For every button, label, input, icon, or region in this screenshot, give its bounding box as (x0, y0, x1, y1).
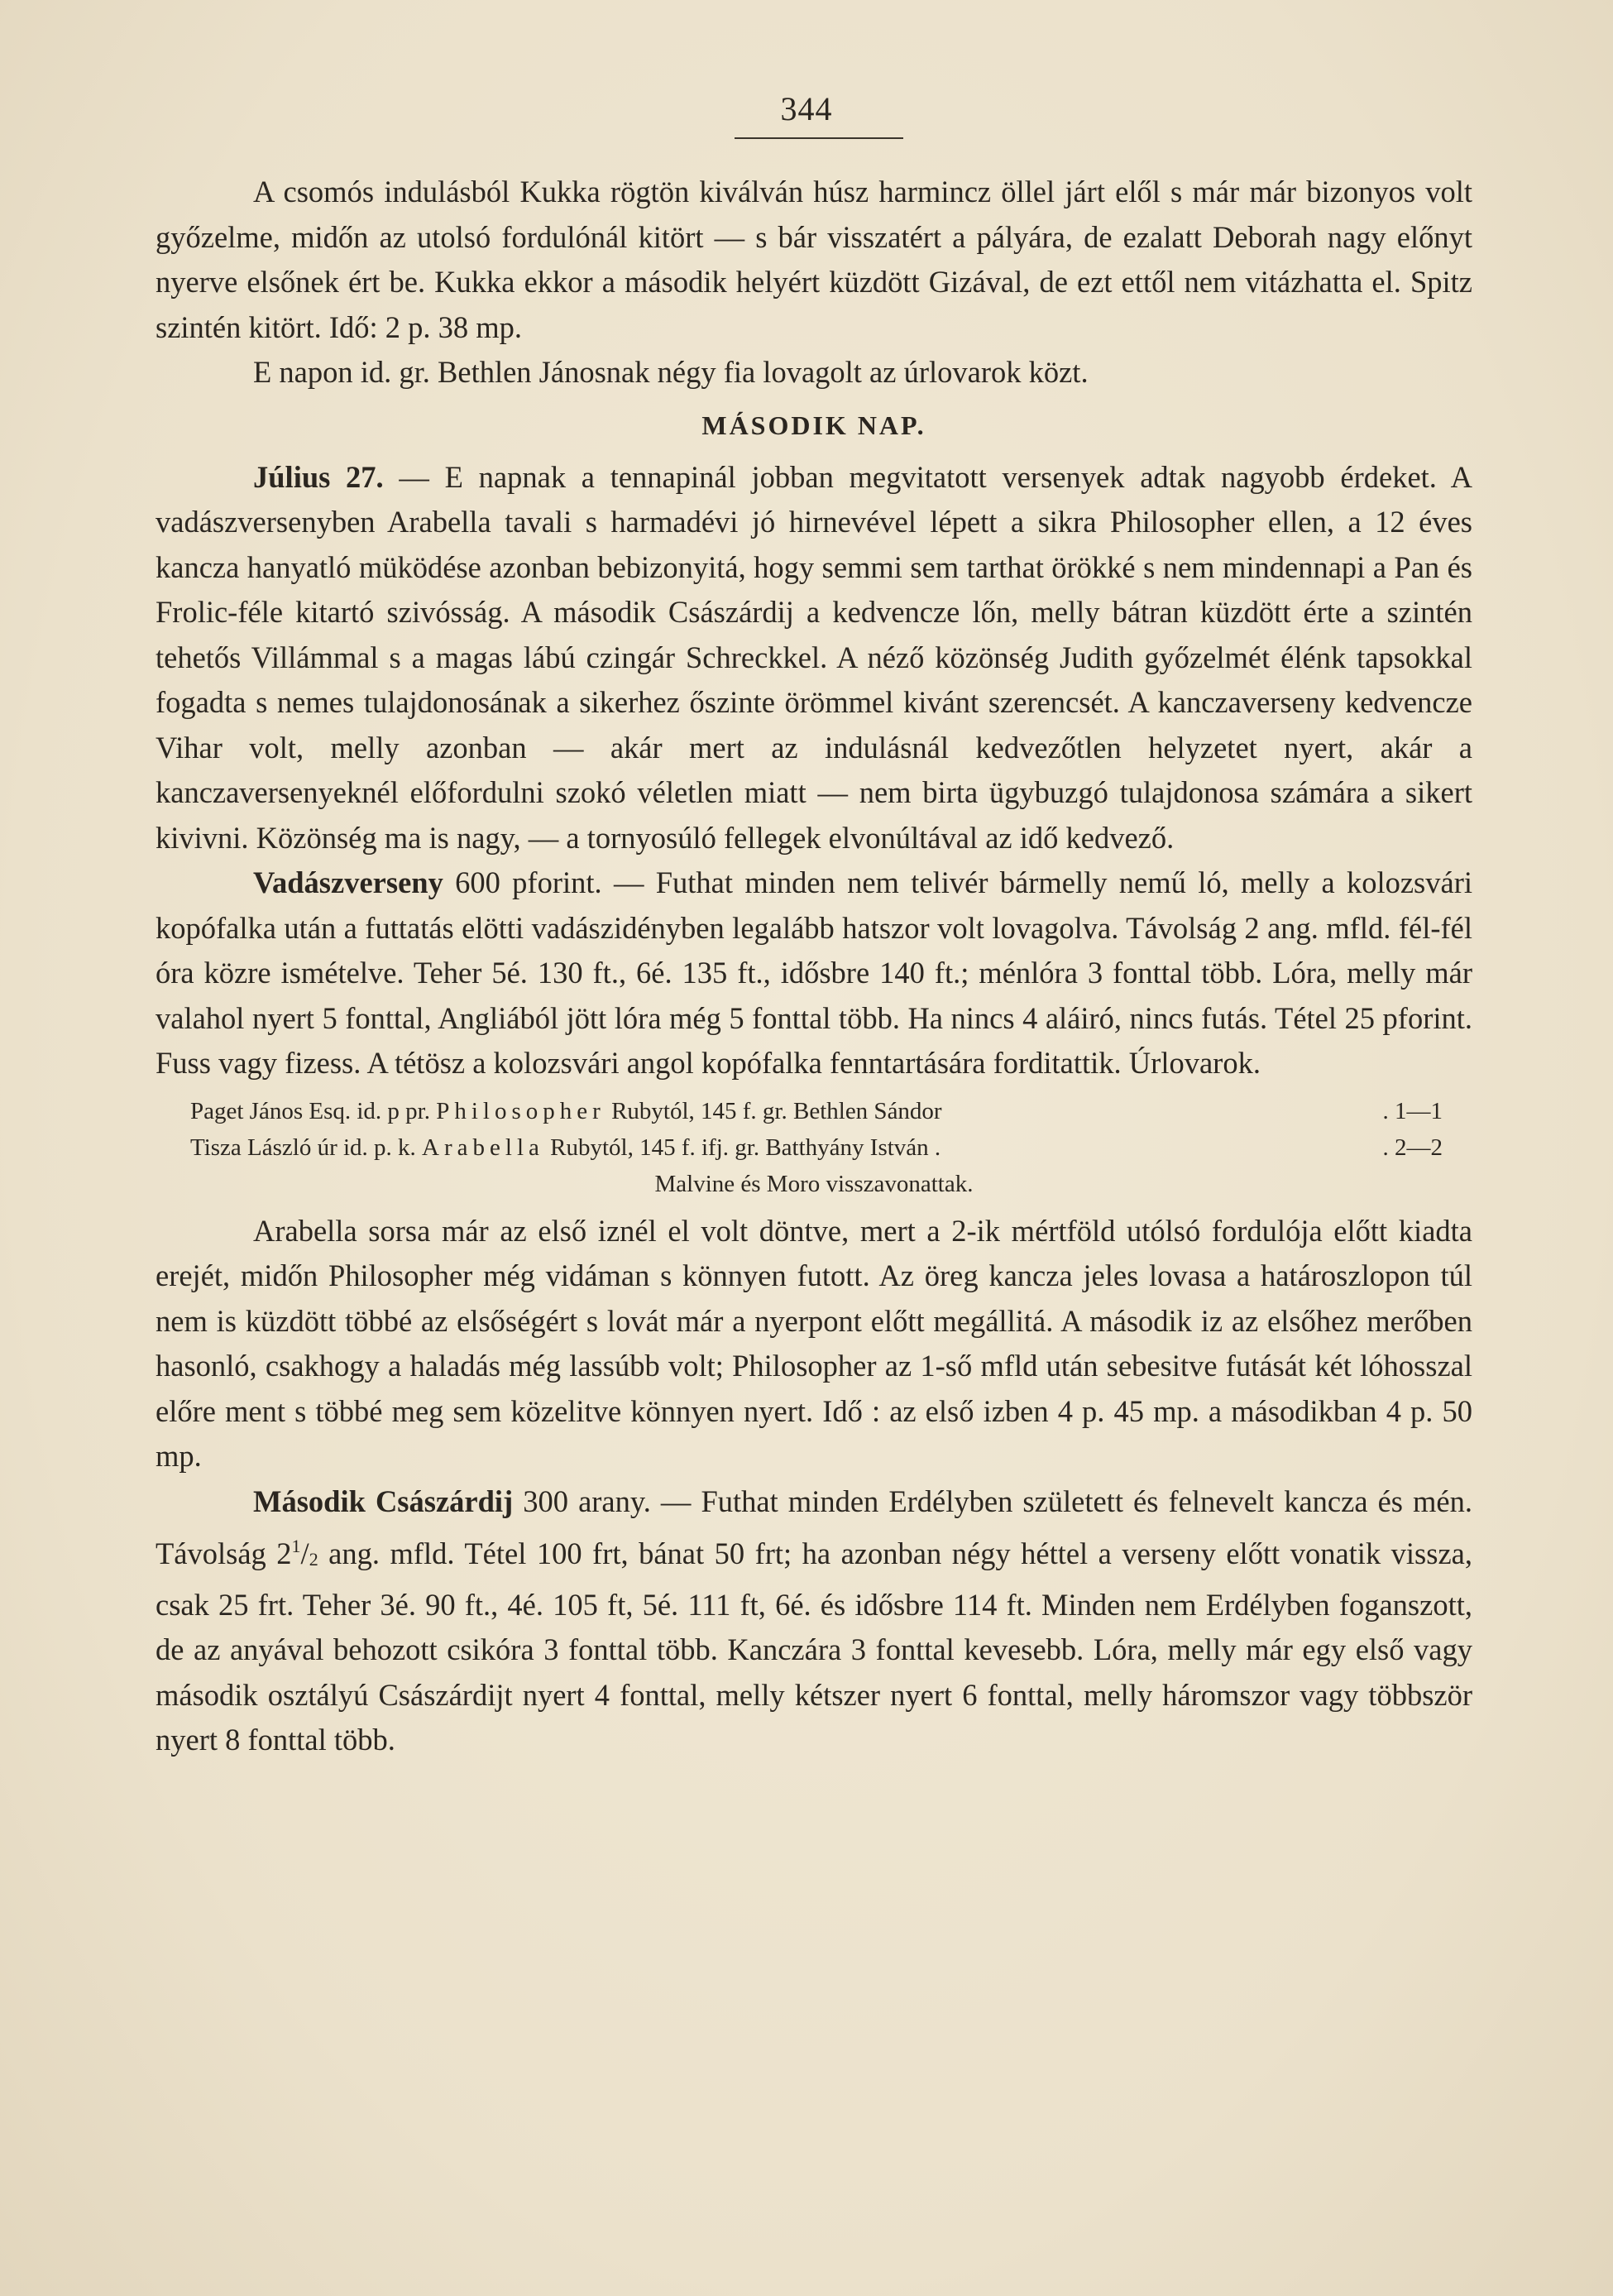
result-desc: Rubytól, 145 f. gr. Bethlen Sándor (611, 1097, 942, 1124)
result-desc: Rubytól, 145 f. ifj. gr. Batthyány István . (550, 1134, 941, 1161)
result-placing: . 1—1 (1382, 1097, 1443, 1124)
emperor-prize-text-b: ang. mfld. Tétel 100 frt, bánat 50 frt; ha azonban négy héttel a verseny előtt vonatik vissza, csak 25 frt. Teher 3é. 90 ft., 4é. 105 ft, 5é. 111 ft, 6é. és idősbre 114 ft. Minden nem Erdélyben foganszott, de az anyával behozott csikóra 3 fonttal több. Kanczára 3 fonttal kevesebb. Lóra, melly már egy első vagy második osztályú Császárdijt nyert 4 fonttal, melly kétszer nyert 6 fonttal, melly háromszor vagy többször nyert 8 fonttal több. (156, 1536, 1472, 1757)
result-placing: . 2—2 (1382, 1134, 1443, 1161)
result-row (156, 1093, 1472, 1129)
result-row (156, 1129, 1472, 1166)
race-title-hunting: Vadászverseny (253, 865, 443, 899)
paragraph-emperor-prize: Második Császárdij 300 arany. — Futhat minden Erdélyben született és felnevelt kancza és mén. Távolság $2^1/_2$ ang. mfld. Tétel 100 frt, bánat 50 frt; ha azonban négy héttel a verseny előtt vonatik vissza, csak 25 frt. Teher 3é. 90 ft., 4é. 105 ft, 5é. 111 ft, 6é. és idősbre 114 ft. Minden nem Erdélyben foganszott, de az anyával behozott csikóra 3 fonttal több. Kanczára 3 fonttal kevesebb. Lóra, melly már egy első vagy második osztályú Császárdijt nyert 4 fonttal, melly kétszer nyert 6 fonttal, melly háromszor vagy többször nyert 8 fonttal több. (156, 1484, 1472, 1757)
day-summary-text: — E napnak a tennapinál jobban megvitatott versenyek adtak nagyobb érdeket. A vadászversenyben Arabella tavali s harmadévi jó hirnevével lépett a sikra Philosopher ellen, a 12 éves kancza hanyatló müködése azonban bebizonyitá, hogy semmi sem tarthat örökké s nem mindennapi a Pan és Frolic-féle kitartó szivósság. A második Császárdij a kedvencze lőn, melly bátran küzdött érte a szintén tehetős Villámmal s a magas lábú czingár Schreckkel. A néző közönség Judith győzelmét élénk tapsokkal fogadta s nemes tulajdonosának a sikerhez őszinte örömmel kivánt szerencsét. A kanczaverseny kedvencze Vihar volt, melly azonban — akár mert az indulásnál kedvezőtlen helyzetet nyert, akár a kanczaversenyeknél előfordulni szokó véletlen miatt — nem birta ügybuzgó tulajdonosa számára a sikert kivivni. Közönség ma is nagy, — a tornyosúló fellegek elvonúltával az idő kedvező. (156, 459, 1472, 855)
emperor-prize-text-a: 300 arany. — Futhat minden Erdélyben született és felnevelt kancza és mén. Távolság 2 (156, 1484, 1472, 1570)
page-number: 344 (780, 90, 833, 127)
result-horse: Philosopher (436, 1097, 605, 1124)
date-label: Július 27. (253, 459, 384, 494)
header-rule (735, 137, 903, 139)
hunting-race-text: 600 pforint. — Futhat minden nem telivér bármelly nemű ló, melly a kolozsvári kopófalka után a futtatás elötti vadászidényben legalább hatszor volt lovagolva. Távolság 2 ang. mfld. fél-fél óra közre ismételve. Teher 5é. 130 ft., 6é. 135 ft., idősbre 140 ft.; ménlóra 3 fonttal több. Lóra, melly már valahol nyert 5 fonttal, Angliából jött lóra még 5 fonttal több. Ha nincs 4 aláiró, nincs futás. Tétel 25 pforint. Fuss vagy fizess. A tétösz a kolozsvári angol kopófalka fenntartására forditattik. Úrlovarok. (156, 865, 1472, 1080)
fraction-numerator: 1 (291, 1536, 301, 1556)
paragraph-day-summary (156, 455, 1472, 861)
results-table (156, 1093, 1472, 1202)
text-column (156, 170, 1472, 1763)
section-heading-second-day: MÁSODIK NAP. (701, 410, 926, 440)
paragraph-race-account: Arabella sorsa már az első iznél el volt döntve, mert a 2-ik mértföld utólsó fordulója előtt kiadta erejét, midőn Philosopher még vidáman s könnyen futott. Az öreg kancza jeles lovasa a határoszlopon túl nem is küzdött többé az elsőségért s lovát már a nyerpont előtt megállitá. A második iz az elsőhez merőben hasonló, csakhogy a haladás még lassúbb volt; Philosopher az 1-ső mfld után sebesitve futását két lóhosszal előre ment s többé meg sem közelitve könnyen nyert. Idő : az első izben 4 p. 45 mp. a másodikban 4 p. 50 mp. (156, 1213, 1472, 1473)
fraction-denominator: 2 (309, 1549, 318, 1570)
result-owner: Tisza László úr id. p. k. (190, 1134, 416, 1161)
paragraph-race-result: A csomós indulásból Kukka rögtön kiválván húsz harmincz öllel járt elől s már már bizonyos volt győzelme, midőn az utolsó fordulónál kitört — s bár visszatért a pályára, de ezalatt Deborah nagy előnyt nyerve elsőnek ért be. Kukka ekkor a második helyért küzdött Gizával, de ezt ettől nem vitázhatta el. Spitz szintén kitört. Idő: 2 p. 38 mp. (156, 175, 1472, 344)
result-horse: Arabella (422, 1134, 544, 1161)
result-owner: Paget János Esq. id. p pr. (190, 1097, 430, 1124)
paragraph-hunting-race (156, 860, 1472, 1086)
withdrawn-note: Malvine és Moro visszavonattak. (654, 1170, 974, 1197)
race-title-emperor-prize: Második Császárdij (253, 1484, 514, 1518)
paragraph-riders-note: E napon id. gr. Bethlen Jánosnak négy fia lovagolt az úrlovarok közt. (253, 355, 1089, 389)
